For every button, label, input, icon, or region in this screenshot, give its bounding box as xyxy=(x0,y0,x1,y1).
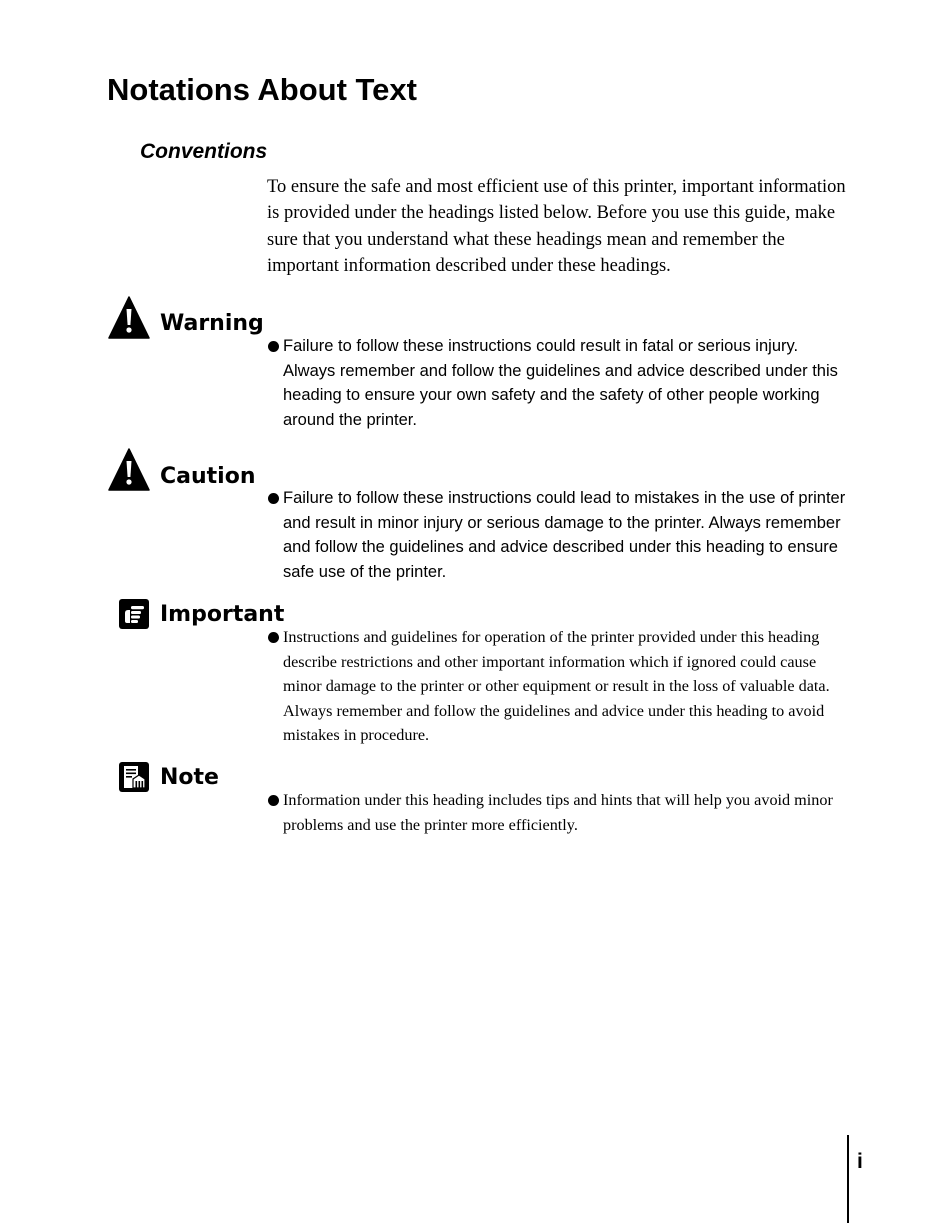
page-title: Notations About Text xyxy=(107,72,417,107)
warning-item xyxy=(268,334,848,432)
important-text: Instructions and guidelines for operation of the printer provided under this heading describe restrictions and other important information which if ignored could cause minor damage to the printer or other equipment or result in the loss of valuable data. Always remember and follow the guidelines and advice under this heading to avoid mistakes in procedure. xyxy=(283,628,830,744)
bullet-icon xyxy=(268,632,279,643)
caution-item xyxy=(268,486,848,584)
caution-heading: Caution xyxy=(160,464,256,489)
bullet-icon xyxy=(268,493,279,504)
page-margin-rule xyxy=(847,1135,849,1223)
warning-heading: Warning xyxy=(160,311,264,336)
caution-text: Failure to follow these instructions could lead to mistakes in the use of printer and result in minor injury or serious damage to the printer. Always remember and follow the guidelines and advice described under this heading to ensure safe use of the printer. xyxy=(283,489,846,581)
note-item xyxy=(268,788,848,837)
important-heading: Important xyxy=(160,602,285,627)
important-item xyxy=(268,625,848,748)
note-heading: Note xyxy=(160,765,219,790)
bullet-icon xyxy=(268,341,279,352)
note-text: Information under this heading includes tips and hints that will help you avoid minor problems and use the printer more efficiently. xyxy=(283,791,833,834)
note-memo-icon xyxy=(119,762,149,792)
pointing-hand-icon xyxy=(119,599,149,629)
warning-text: Failure to follow these instructions could result in fatal or serious injury. Always remember and follow the guidelines and advice described under this heading to ensure your own safety and the safety of other people working around the printer. xyxy=(283,337,838,429)
warning-triangle-icon xyxy=(108,296,150,339)
page-number: i xyxy=(857,1150,863,1173)
section-subtitle: Conventions xyxy=(140,140,268,163)
caution-triangle-icon xyxy=(108,448,150,491)
bullet-icon xyxy=(268,795,279,806)
intro-paragraph: To ensure the safe and most efficient use of this printer, important information is provided under the headings listed below. Before you use this guide, make sure that you understand what these headings mean and remember the important information described under these headings. xyxy=(267,177,846,277)
